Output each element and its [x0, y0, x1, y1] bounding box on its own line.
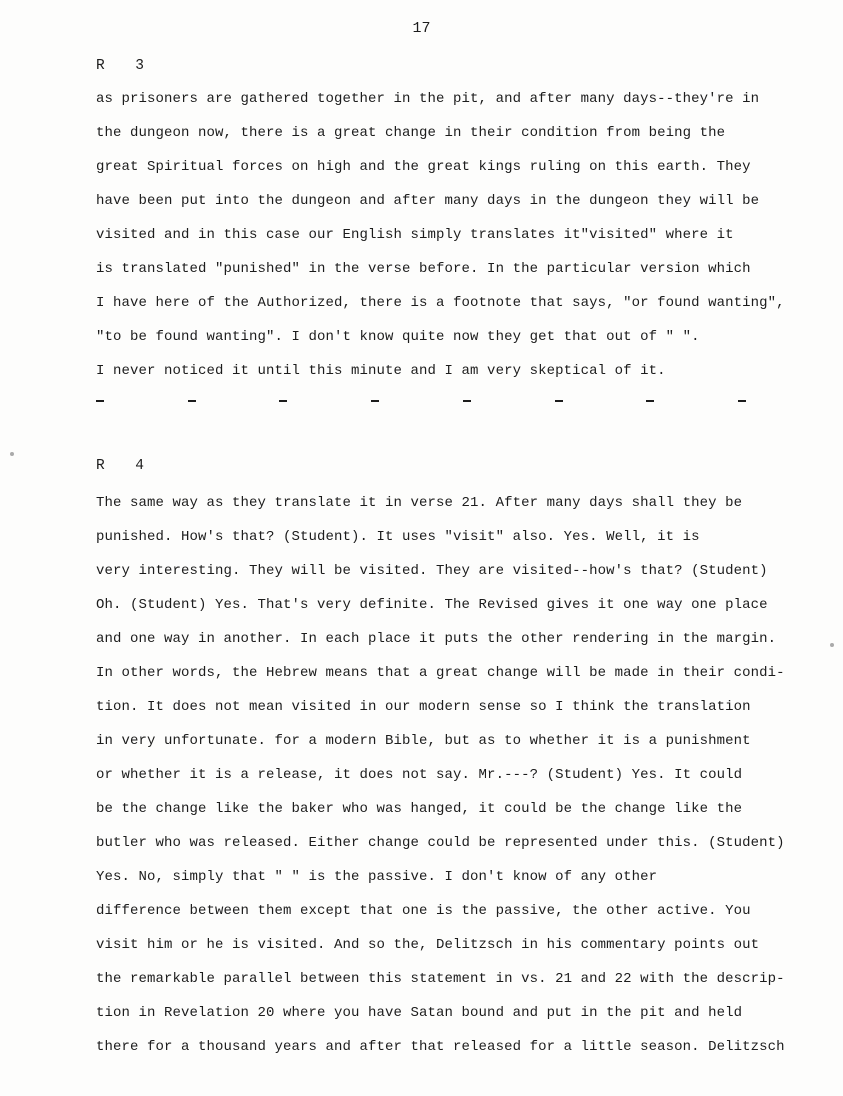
- text-line: the remarkable parallel between this statement in vs. 21 and 22 with the descrip-: [96, 971, 785, 987]
- text-line: "to be found wanting". I don't know quite now they get that out of " ".: [96, 329, 700, 345]
- section-label-r3: [96, 58, 144, 74]
- separator-dash: [463, 400, 471, 402]
- text-line: is translated "punished" in the verse before. In the particular version which: [96, 261, 751, 277]
- text-line: in very unfortunate. for a modern Bible, but as to whether it is a punishment: [96, 733, 751, 749]
- text-line: Yes. No, simply that " " is the passive. I don't know of any other: [96, 869, 658, 885]
- separator-dash: [371, 400, 379, 402]
- scan-speck: [830, 643, 834, 647]
- text-line: have been put into the dungeon and after many days in the dungeon they will be: [96, 193, 760, 209]
- text-line: difference between them except that one is the passive, the other active. You: [96, 903, 751, 919]
- section-label-number: 3: [135, 58, 145, 74]
- text-line: The same way as they translate it in verse 21. After many days shall they be: [96, 495, 743, 511]
- text-line: the dungeon now, there is a great change in their condition from being the: [96, 125, 726, 141]
- text-line: very interesting. They will be visited. They are visited--how's that? (Student): [96, 563, 768, 579]
- text-line: tion in Revelation 20 where you have Satan bound and put in the pit and held: [96, 1005, 743, 1021]
- section-r3-body: [96, 82, 796, 388]
- section-label-prefix: R: [96, 458, 106, 474]
- text-line: or whether it is a release, it does not say. Mr.---? (Student) Yes. It could: [96, 767, 743, 783]
- scan-speck: [10, 452, 14, 456]
- separator-dash: [646, 400, 654, 402]
- separator-dash: [96, 400, 104, 402]
- text-line: Oh. (Student) Yes. That's very definite. The Revised gives it one way one place: [96, 597, 768, 613]
- section-label-number: 4: [135, 458, 145, 474]
- text-line: be the change like the baker who was hanged, it could be the change like the: [96, 801, 743, 817]
- text-line: there for a thousand years and after that released for a little season. Delitzsch: [96, 1039, 785, 1055]
- page-number: 17: [412, 20, 431, 37]
- text-line: I never noticed it until this minute and I am very skeptical of it.: [96, 363, 666, 379]
- text-line: great Spiritual forces on high and the great kings ruling on this earth. They: [96, 159, 751, 175]
- separator-dash: [188, 400, 196, 402]
- text-line: tion. It does not mean visited in our modern sense so I think the translation: [96, 699, 751, 715]
- section-separator: [96, 388, 746, 402]
- text-line: In other words, the Hebrew means that a great change will be made in their condi-: [96, 665, 785, 681]
- section-label-r4: [96, 458, 144, 474]
- text-line: I have here of the Authorized, there is a footnote that says, "or found wanting",: [96, 295, 785, 311]
- text-line: butler who was released. Either change could be represented under this. (Student): [96, 835, 785, 851]
- text-line: visit him or he is visited. And so the, Delitzsch in his commentary points out: [96, 937, 760, 953]
- section-label-prefix: R: [96, 58, 106, 74]
- text-line: as prisoners are gathered together in the pit, and after many days--they're in: [96, 91, 760, 107]
- separator-dash: [279, 400, 287, 402]
- text-line: punished. How's that? (Student). It uses "visit" also. Yes. Well, it is: [96, 529, 700, 545]
- section-r4-body: [96, 486, 796, 1064]
- text-line: visited and in this case our English simply translates it"visited" where it: [96, 227, 734, 243]
- separator-dash: [738, 400, 746, 402]
- separator-dash: [555, 400, 563, 402]
- text-line: and one way in another. In each place it puts the other rendering in the margin.: [96, 631, 777, 647]
